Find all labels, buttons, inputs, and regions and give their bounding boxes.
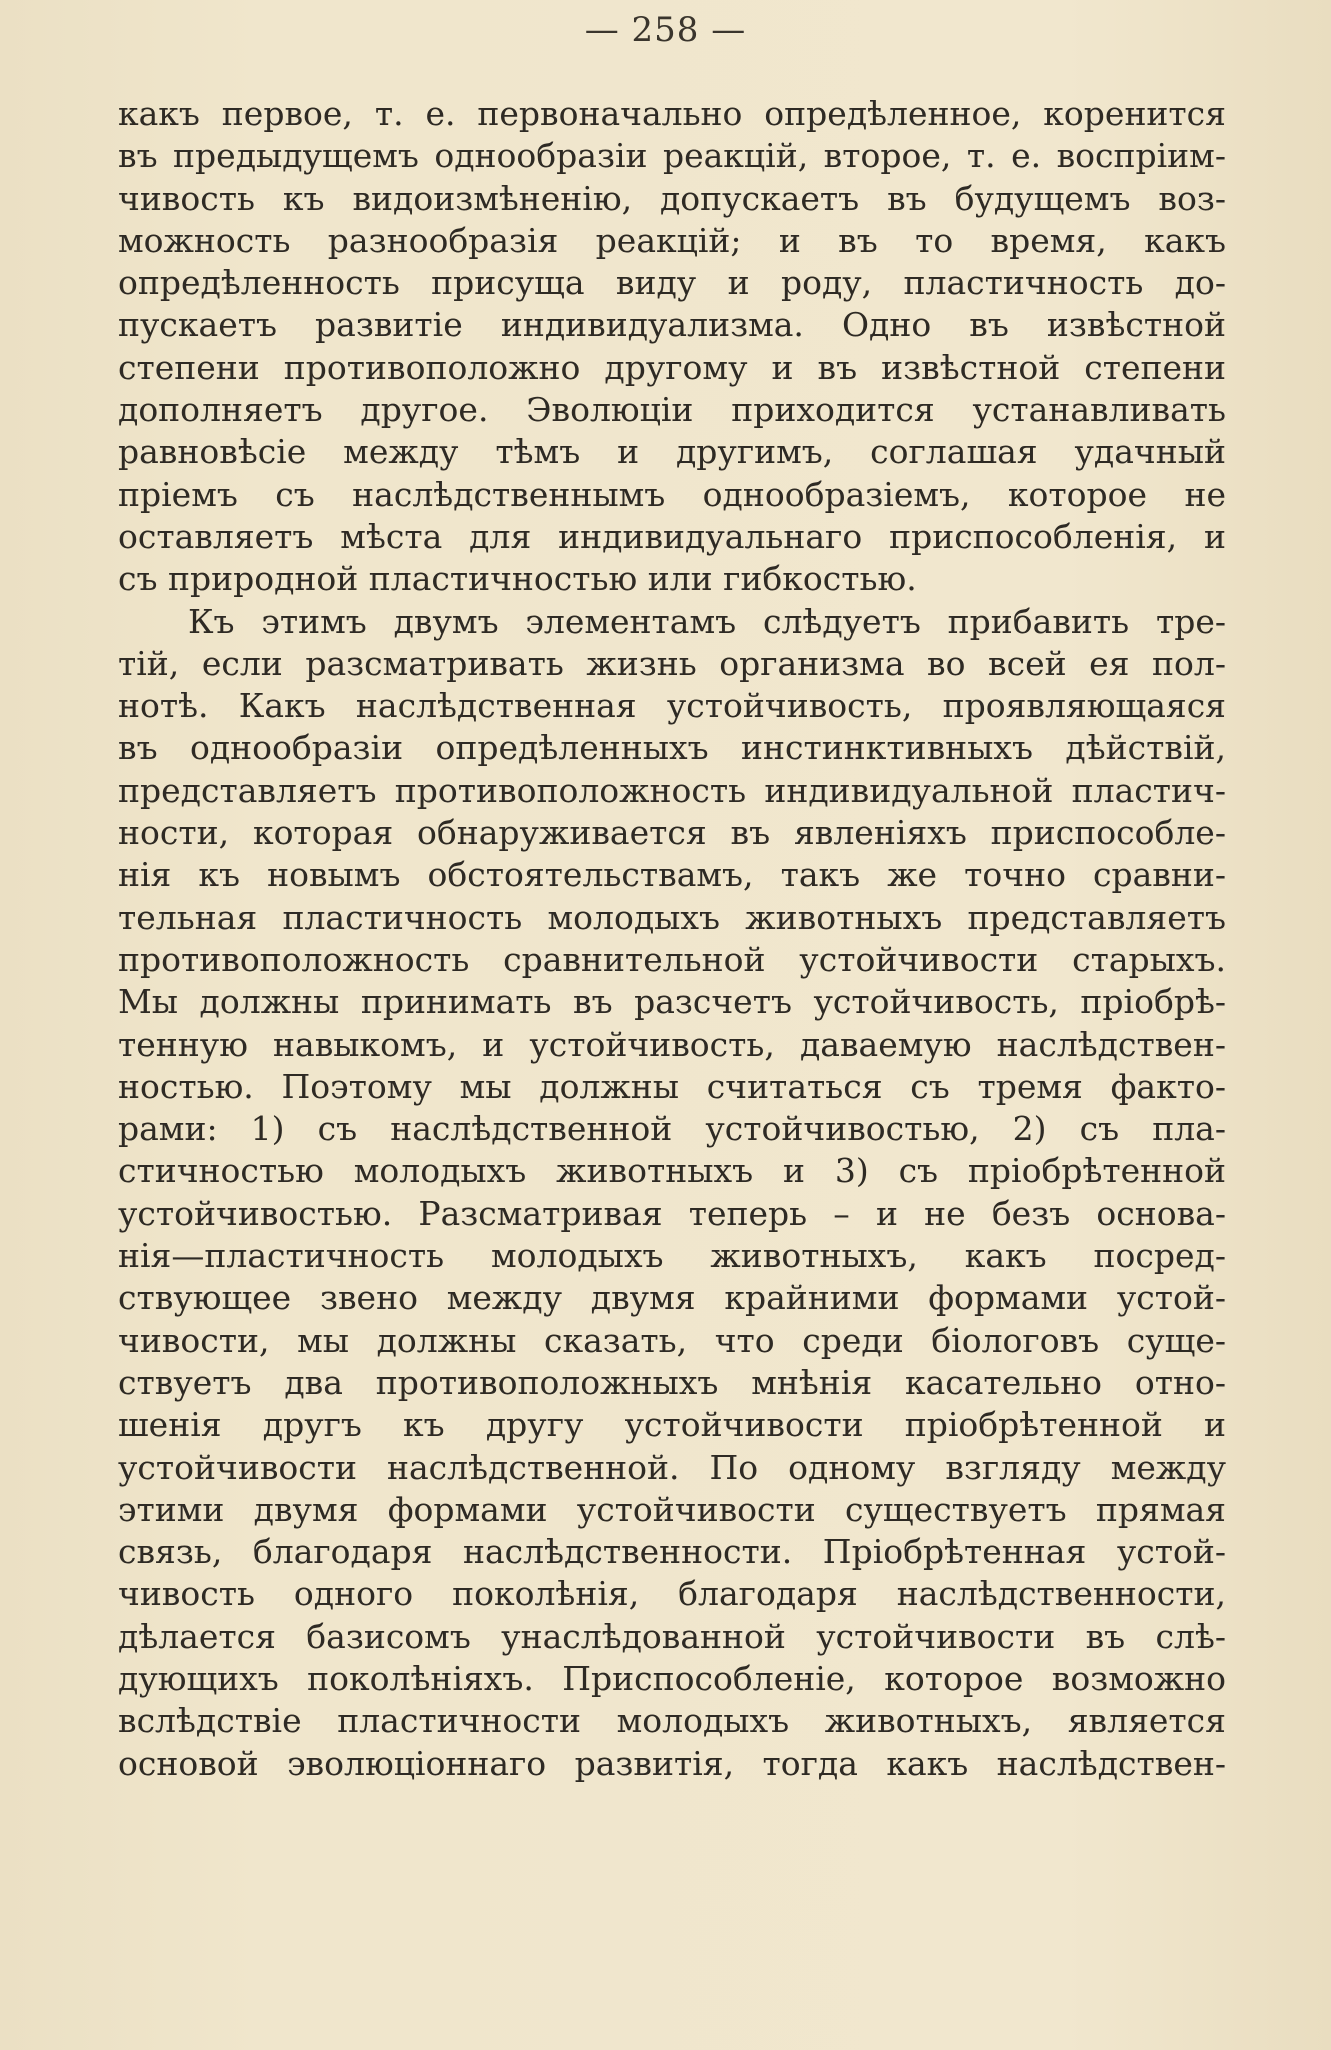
- paragraph: [118, 93, 1226, 601]
- text-line: устойчивостью. Разсматривая теперь – и не безъ основа-: [118, 1193, 1226, 1233]
- text-line: представляетъ противоположность индивидуальной пластич-: [118, 770, 1226, 810]
- text-line: тельная пластичность молодыхъ животныхъ представляетъ: [118, 897, 1226, 937]
- text-line: чивости, мы должны сказать, что среди біологовъ суще-: [118, 1320, 1226, 1360]
- text-line: нія—пластичность молодыхъ животныхъ, какъ посред-: [118, 1236, 1226, 1276]
- text-line: тій, если разсматривать жизнь организма во всей ея пол-: [118, 643, 1226, 683]
- text-line: можность разнообразія реакцій; и въ то время, какъ: [118, 220, 1226, 260]
- text-line: Къ этимъ двумъ элементамъ слѣдуетъ прибавить тре-: [188, 601, 1226, 641]
- text-line: равновѣсіе между тѣмъ и другимъ, соглашая удачный: [118, 432, 1226, 472]
- text-line: опредѣленность присуща виду и роду, пластичность до-: [118, 263, 1226, 303]
- text-line: ностью. Поэтому мы должны считаться съ тремя факто-: [118, 1066, 1226, 1106]
- body-text: [118, 93, 1226, 1785]
- text-line: этими двумя формами устойчивости существуетъ прямая: [118, 1489, 1226, 1529]
- text-line: ности, которая обнаруживается въ явленіяхъ приспособле-: [118, 813, 1226, 853]
- text-line: оставляетъ мѣста для индивидуальнаго приспособленія, и: [118, 516, 1226, 556]
- text-line: ствующее звено между двумя крайними формами устой-: [118, 1278, 1226, 1318]
- text-line: нія къ новымъ обстоятельствамъ, такъ же точно сравни-: [118, 855, 1226, 895]
- text-line: пускаетъ развитіе индивидуализма. Одно въ извѣстной: [118, 305, 1226, 345]
- text-line: устойчивости наслѣдственной. По одному взгляду между: [118, 1447, 1226, 1487]
- text-line: пріемъ съ наслѣдственнымъ однообразіемъ, которое не: [118, 474, 1226, 514]
- text-line: вслѣдствіе пластичности молодыхъ животныхъ, является: [118, 1701, 1226, 1741]
- text-line: какъ первое, т. е. первоначально опредѣленное, коренится: [118, 94, 1226, 133]
- text-line: дополняетъ другое. Эволюціи приходится устанавливать: [118, 390, 1226, 430]
- text-line: ствуетъ два противоположныхъ мнѣнія касательно отно-: [118, 1362, 1226, 1402]
- text-line: шенія другъ къ другу устойчивости пріобрѣтенной и: [118, 1405, 1226, 1445]
- text-line: дѣлается базисомъ унаслѣдованной устойчивости въ слѣ-: [118, 1616, 1226, 1656]
- text-line: чивость къ видоизмѣненію, допускаетъ въ будущемъ воз-: [118, 178, 1226, 218]
- text-line: связь, благодаря наслѣдственности. Пріобрѣтенная устой-: [118, 1532, 1226, 1572]
- text-line: рами: 1) съ наслѣдственной устойчивостью, 2) съ пла-: [118, 1109, 1226, 1149]
- text-line: въ однообразіи опредѣленныхъ инстинктивныхъ дѣйствій,: [118, 728, 1226, 768]
- text-line: съ природной пластичностью или гибкостью.: [118, 559, 917, 599]
- text-line: въ предыдущемъ однообразіи реакцій, второе, т. е. воспріим-: [118, 136, 1226, 176]
- text-line: степени противоположно другому и въ извѣстной степени: [118, 347, 1226, 387]
- text-line: основой эволюціоннаго развитія, тогда какъ наслѣдствен-: [118, 1743, 1226, 1783]
- text-line: чивость одного поколѣнія, благодаря наслѣдственности,: [118, 1574, 1226, 1614]
- text-line: нотѣ. Какъ наслѣдственная устойчивость, проявляющаяся: [118, 686, 1226, 726]
- paragraph: [118, 601, 1226, 1785]
- text-line: дующихъ поколѣніяхъ. Приспособленіе, которое возможно: [118, 1658, 1226, 1698]
- text-line: Мы должны принимать въ разсчетъ устойчивость, пріобрѣ-: [118, 982, 1226, 1022]
- text-line: стичностью молодыхъ животныхъ и 3) съ пріобрѣтенной: [118, 1151, 1226, 1191]
- text-line: тенную навыкомъ, и устойчивость, даваемую наслѣдствен-: [118, 1024, 1226, 1064]
- text-line: противоположность сравнительной устойчивости старыхъ.: [118, 939, 1226, 979]
- page-number: — 258 —: [584, 10, 747, 50]
